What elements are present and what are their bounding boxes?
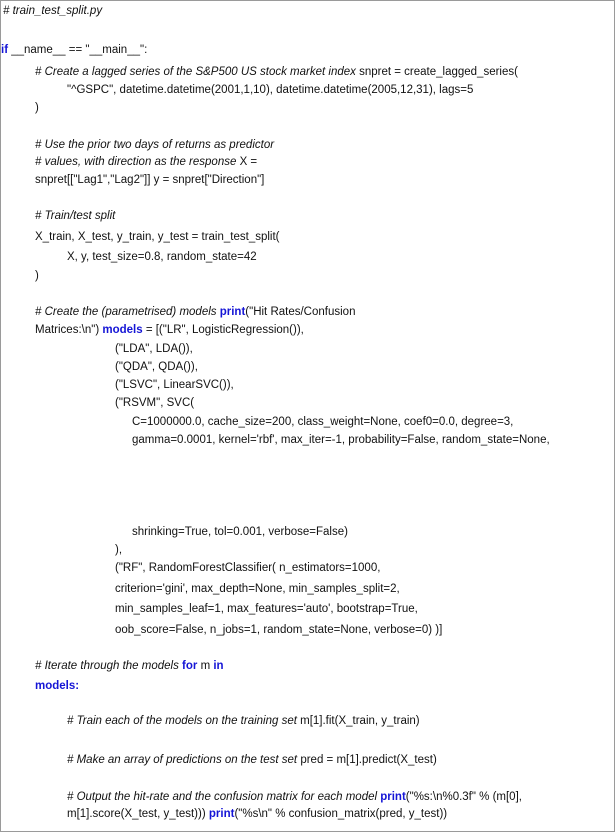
output-print-arg: ("%s:\n%0.3f" % (m[0], — [405, 791, 522, 803]
keyword-models: models — [35, 680, 76, 692]
confusion-matrix-call: ("%s\n" % confusion_matrix(pred, y_test)) — [234, 808, 448, 820]
train-comment: # Train each of the models on the training set — [67, 715, 297, 727]
keyword-in: in — [213, 660, 224, 672]
predictor-code-x: X = — [236, 156, 258, 168]
model-rsvm: ("RSVM", SVC( — [115, 397, 195, 409]
close-paren: ) — [35, 102, 39, 114]
keyword-print: print — [205, 808, 235, 820]
iterate-comment: # Iterate through the models — [35, 660, 179, 672]
keyword-models: models — [99, 324, 143, 336]
output-line-2 — [67, 807, 447, 821]
predict-line — [67, 753, 437, 767]
models-list-start: = [("LR", LogisticRegression()), — [142, 324, 304, 336]
train-code: m[1].fit(X_train, y_train) — [296, 715, 420, 727]
train-test-split-code: X_train, X_test, y_train, y_test = train_test_split( — [35, 231, 280, 243]
iterate-line-1 — [35, 659, 224, 673]
lagged-series-line — [35, 65, 518, 79]
model-rf-line-4: oob_score=False, n_jobs=1, random_state=None, verbose=0) )] — [115, 624, 443, 636]
lagged-series-comment: # Create a lagged series of the S&P500 US stock market index — [35, 66, 356, 78]
keyword-for: for — [178, 660, 198, 672]
keyword-print: print — [377, 791, 406, 803]
keyword-if: if — [1, 44, 9, 56]
svc-args-line-1: C=1000000.0, cache_size=200, class_weight=None, coef0=0.0, degree=3, — [132, 416, 514, 428]
lagged-series-code: snpret = create_lagged_series( — [355, 66, 518, 78]
predictor-line-2 — [35, 155, 257, 169]
model-lda: ("LDA", LDA()), — [115, 343, 193, 355]
model-qda: ("QDA", QDA()), — [115, 361, 198, 373]
models-print-arg-end: Matrices:\n") — [35, 324, 100, 336]
main-guard-condition: __name__ == "__main__": — [8, 44, 148, 56]
predictor-comment-line-1: # Use the prior two days of returns as predictor — [35, 139, 275, 151]
loop-variable: m — [197, 660, 214, 672]
model-rf-line-1: ("RF", RandomForestClassifier( n_estimators=1000, — [115, 562, 381, 574]
loop-colon: : — [75, 680, 80, 692]
models-line-2 — [35, 323, 304, 337]
svc-args-line-3: shrinking=True, tol=0.001, verbose=False) — [132, 526, 348, 538]
train-test-split-comment: # Train/test split — [35, 210, 116, 222]
models-print-arg: ("Hit Rates/Confusion — [245, 306, 356, 318]
output-comment: # Output the hit-rate and the confusion matrix for each model — [67, 791, 378, 803]
models-line-1 — [35, 305, 355, 319]
main-guard-line — [1, 43, 147, 57]
lagged-series-args: "^GSPC", datetime.datetime(2001,1,10), datetime.datetime(2005,12,31), lags=5 — [67, 84, 474, 96]
predictor-code-line: snpret[["Lag1","Lag2"]] y = snpret["Direction"] — [35, 174, 265, 186]
score-call: m[1].score(X_test, y_test))) — [67, 808, 206, 820]
svc-args-line-2: gamma=0.0001, kernel='rbf', max_iter=-1, probability=False, random_state=None, — [132, 434, 550, 446]
predictor-comment-line-2: # values, with direction as the response — [35, 156, 237, 168]
close-paren: ) — [35, 270, 39, 282]
model-lsvc: ("LSVC", LinearSVC()), — [115, 379, 234, 391]
iterate-line-2 — [35, 679, 79, 693]
model-rf-line-3: min_samples_leaf=1, max_features='auto', bootstrap=True, — [115, 603, 418, 615]
file-name-comment: # train_test_split.py — [3, 5, 103, 17]
output-line-1 — [67, 790, 522, 804]
predict-code: pred = m[1].predict(X_test) — [297, 754, 437, 766]
predict-comment: # Make an array of predictions on the test set — [67, 754, 298, 766]
model-rf-line-2: criterion='gini', max_depth=None, min_samples_split=2, — [115, 583, 400, 595]
train-test-split-args: X, y, test_size=0.8, random_state=42 — [67, 251, 257, 263]
models-comment: # Create the (parametrised) models — [35, 306, 217, 318]
svc-close: ), — [115, 544, 123, 556]
train-line — [67, 714, 420, 728]
keyword-print: print — [216, 306, 246, 318]
